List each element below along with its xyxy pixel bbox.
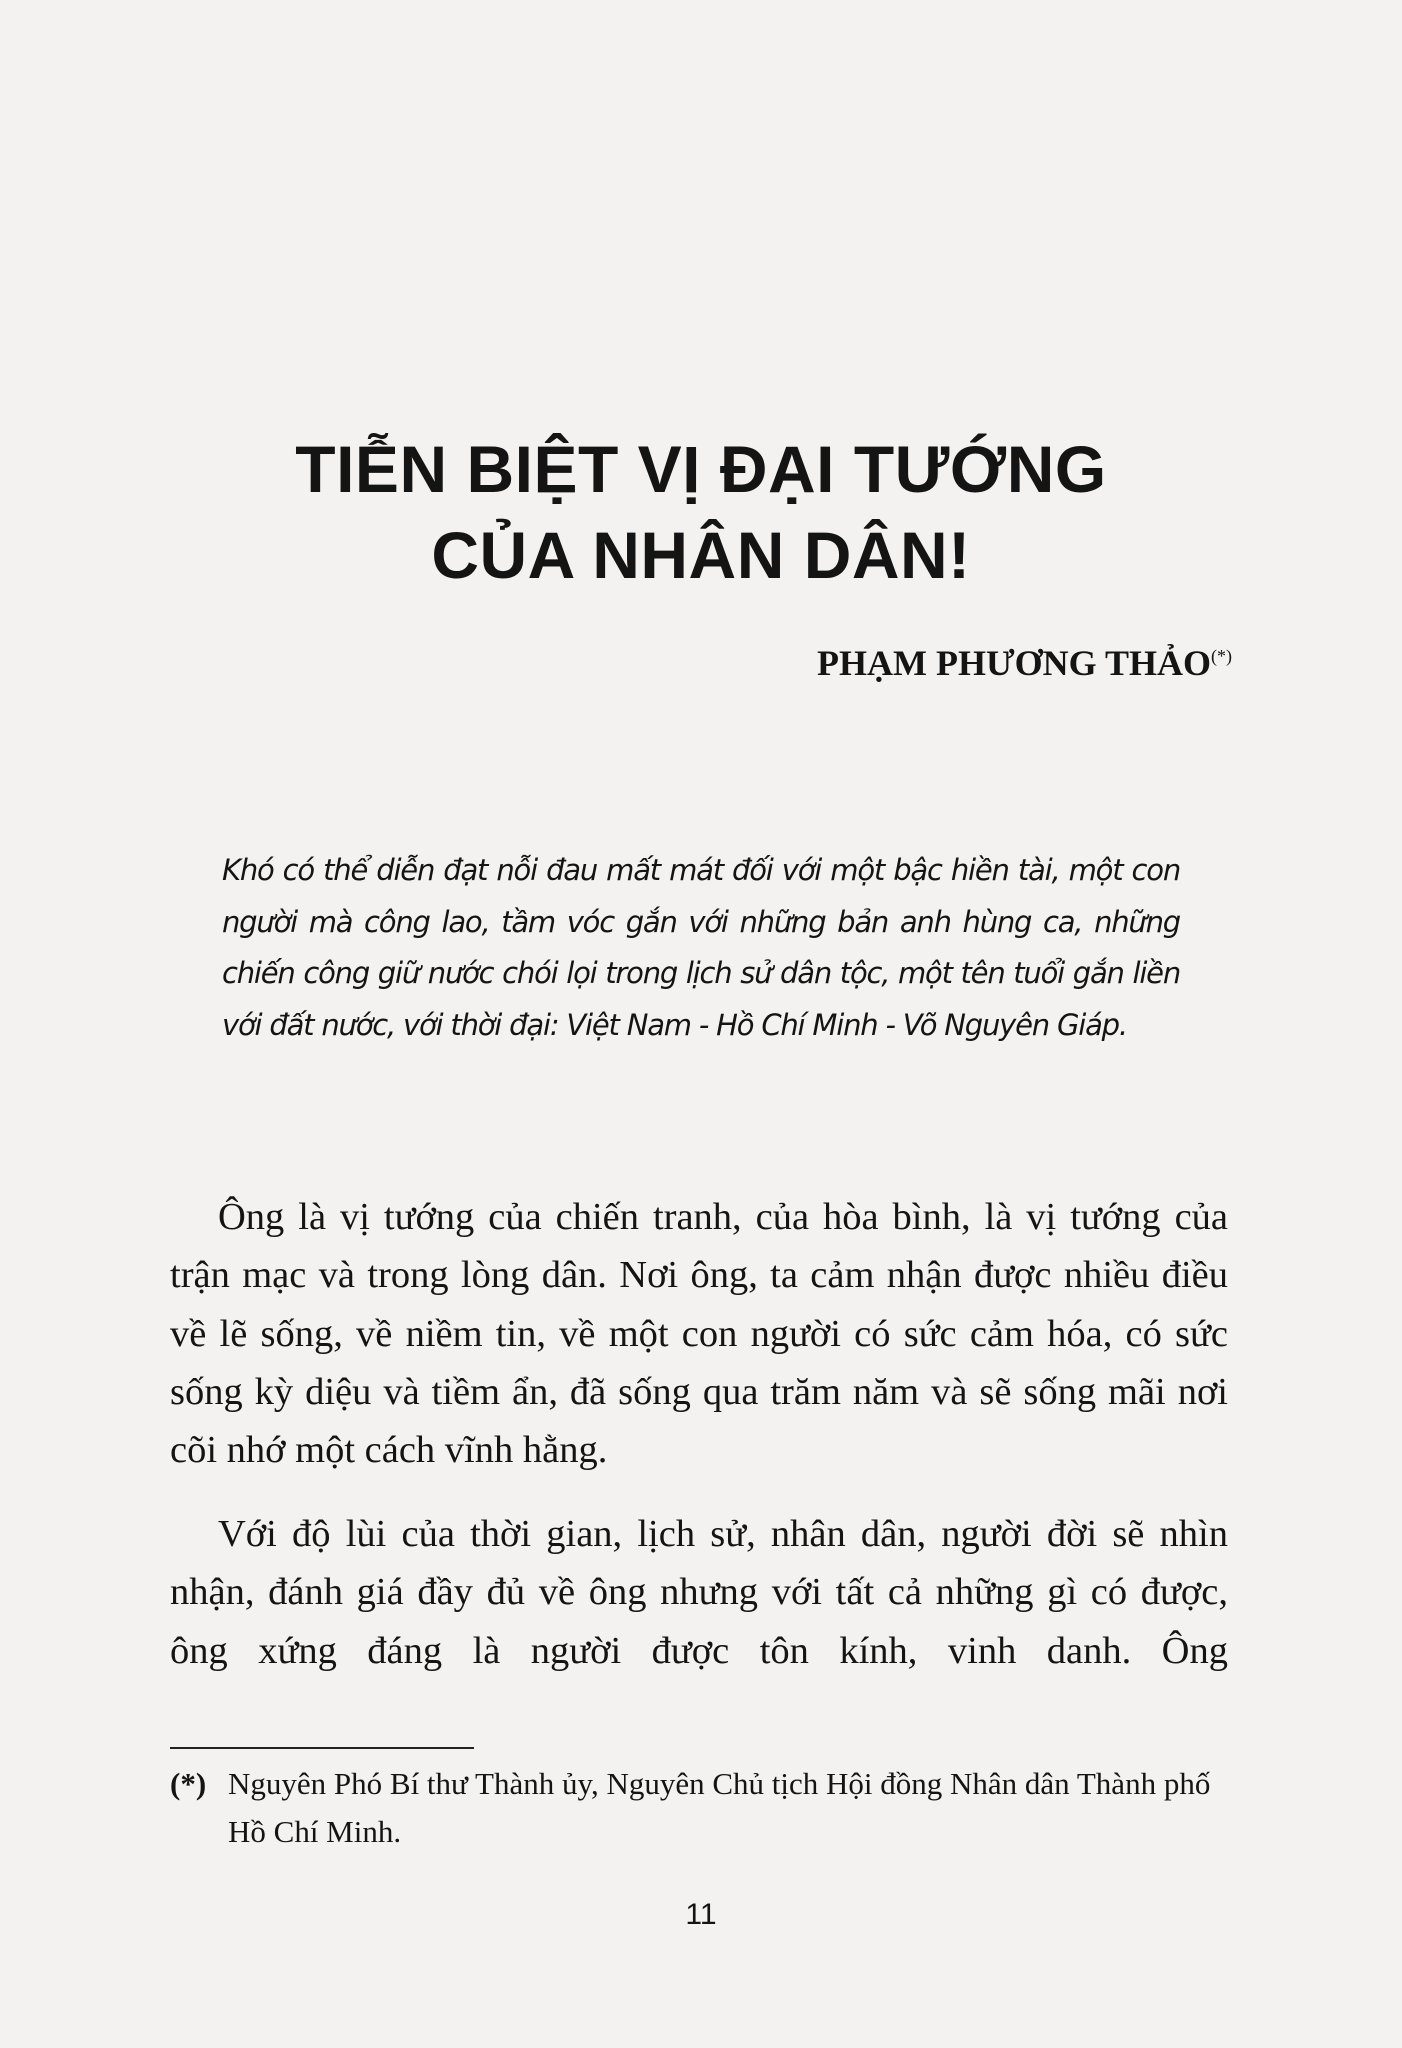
- author-byline: [817, 642, 1232, 684]
- chapter-title: [0, 426, 1402, 598]
- author-name: PHẠM PHƯƠNG THẢO: [817, 643, 1211, 683]
- footnote-divider: [170, 1747, 474, 1749]
- paragraph-text: Ông là vị tướng của chiến tranh, của hòa bình, là vị tướng của trận mạc và trong lòng dân. Nơi ông, ta cảm nhận được nhiều điều về lẽ sống, về niềm tin, về một con người có sức cảm hóa, có sức sống kỳ diệu và tiềm ẩn, đã sống qua trăm năm và sẽ sống mãi nơi cõi nhớ một cách vĩnh hằng.: [170, 1196, 1228, 1472]
- body-paragraph-1: [170, 1188, 1228, 1479]
- paragraph-text: Với độ lùi của thời gian, lịch sử, nhân dân, người đời sẽ nhìn nhận, đánh giá đầy đủ về ông nhưng với tất cả những gì có được, ông xứng đáng là người được tôn kính, vinh danh. Ông: [170, 1513, 1228, 1672]
- chapter-title-line-1: TIỄN BIỆT VỊ ĐẠI TƯỚNG: [295, 432, 1107, 506]
- chapter-title-line-2: CỦA NHÂN DÂN!: [431, 518, 971, 592]
- footnote-text: Nguyên Phó Bí thư Thành ủy, Nguyên Chủ tịch Hội đồng Nhân dân Thành phố Hồ Chí Minh.: [228, 1766, 1211, 1849]
- footnote-mark: (*): [170, 1766, 207, 1801]
- author-footnote-mark: (*): [1211, 646, 1232, 666]
- epigraph: Khó có thể diễn đạt nỗi đau mất mát đối với một bậc hiền tài, một con người mà công lao, tầm vóc gắn với những bản anh hùng ca, những chiến công giữ nước chói lọi trong lịch sử dân tộc, một tên tuổi gắn liền với đất nước, với thời đại: Việt Nam - Hồ Chí Minh - Võ Nguyên Giáp.: [222, 853, 1180, 1042]
- body-paragraph-2: [170, 1505, 1228, 1680]
- footnote: [170, 1760, 1230, 1856]
- page-number: 11: [685, 1898, 717, 1931]
